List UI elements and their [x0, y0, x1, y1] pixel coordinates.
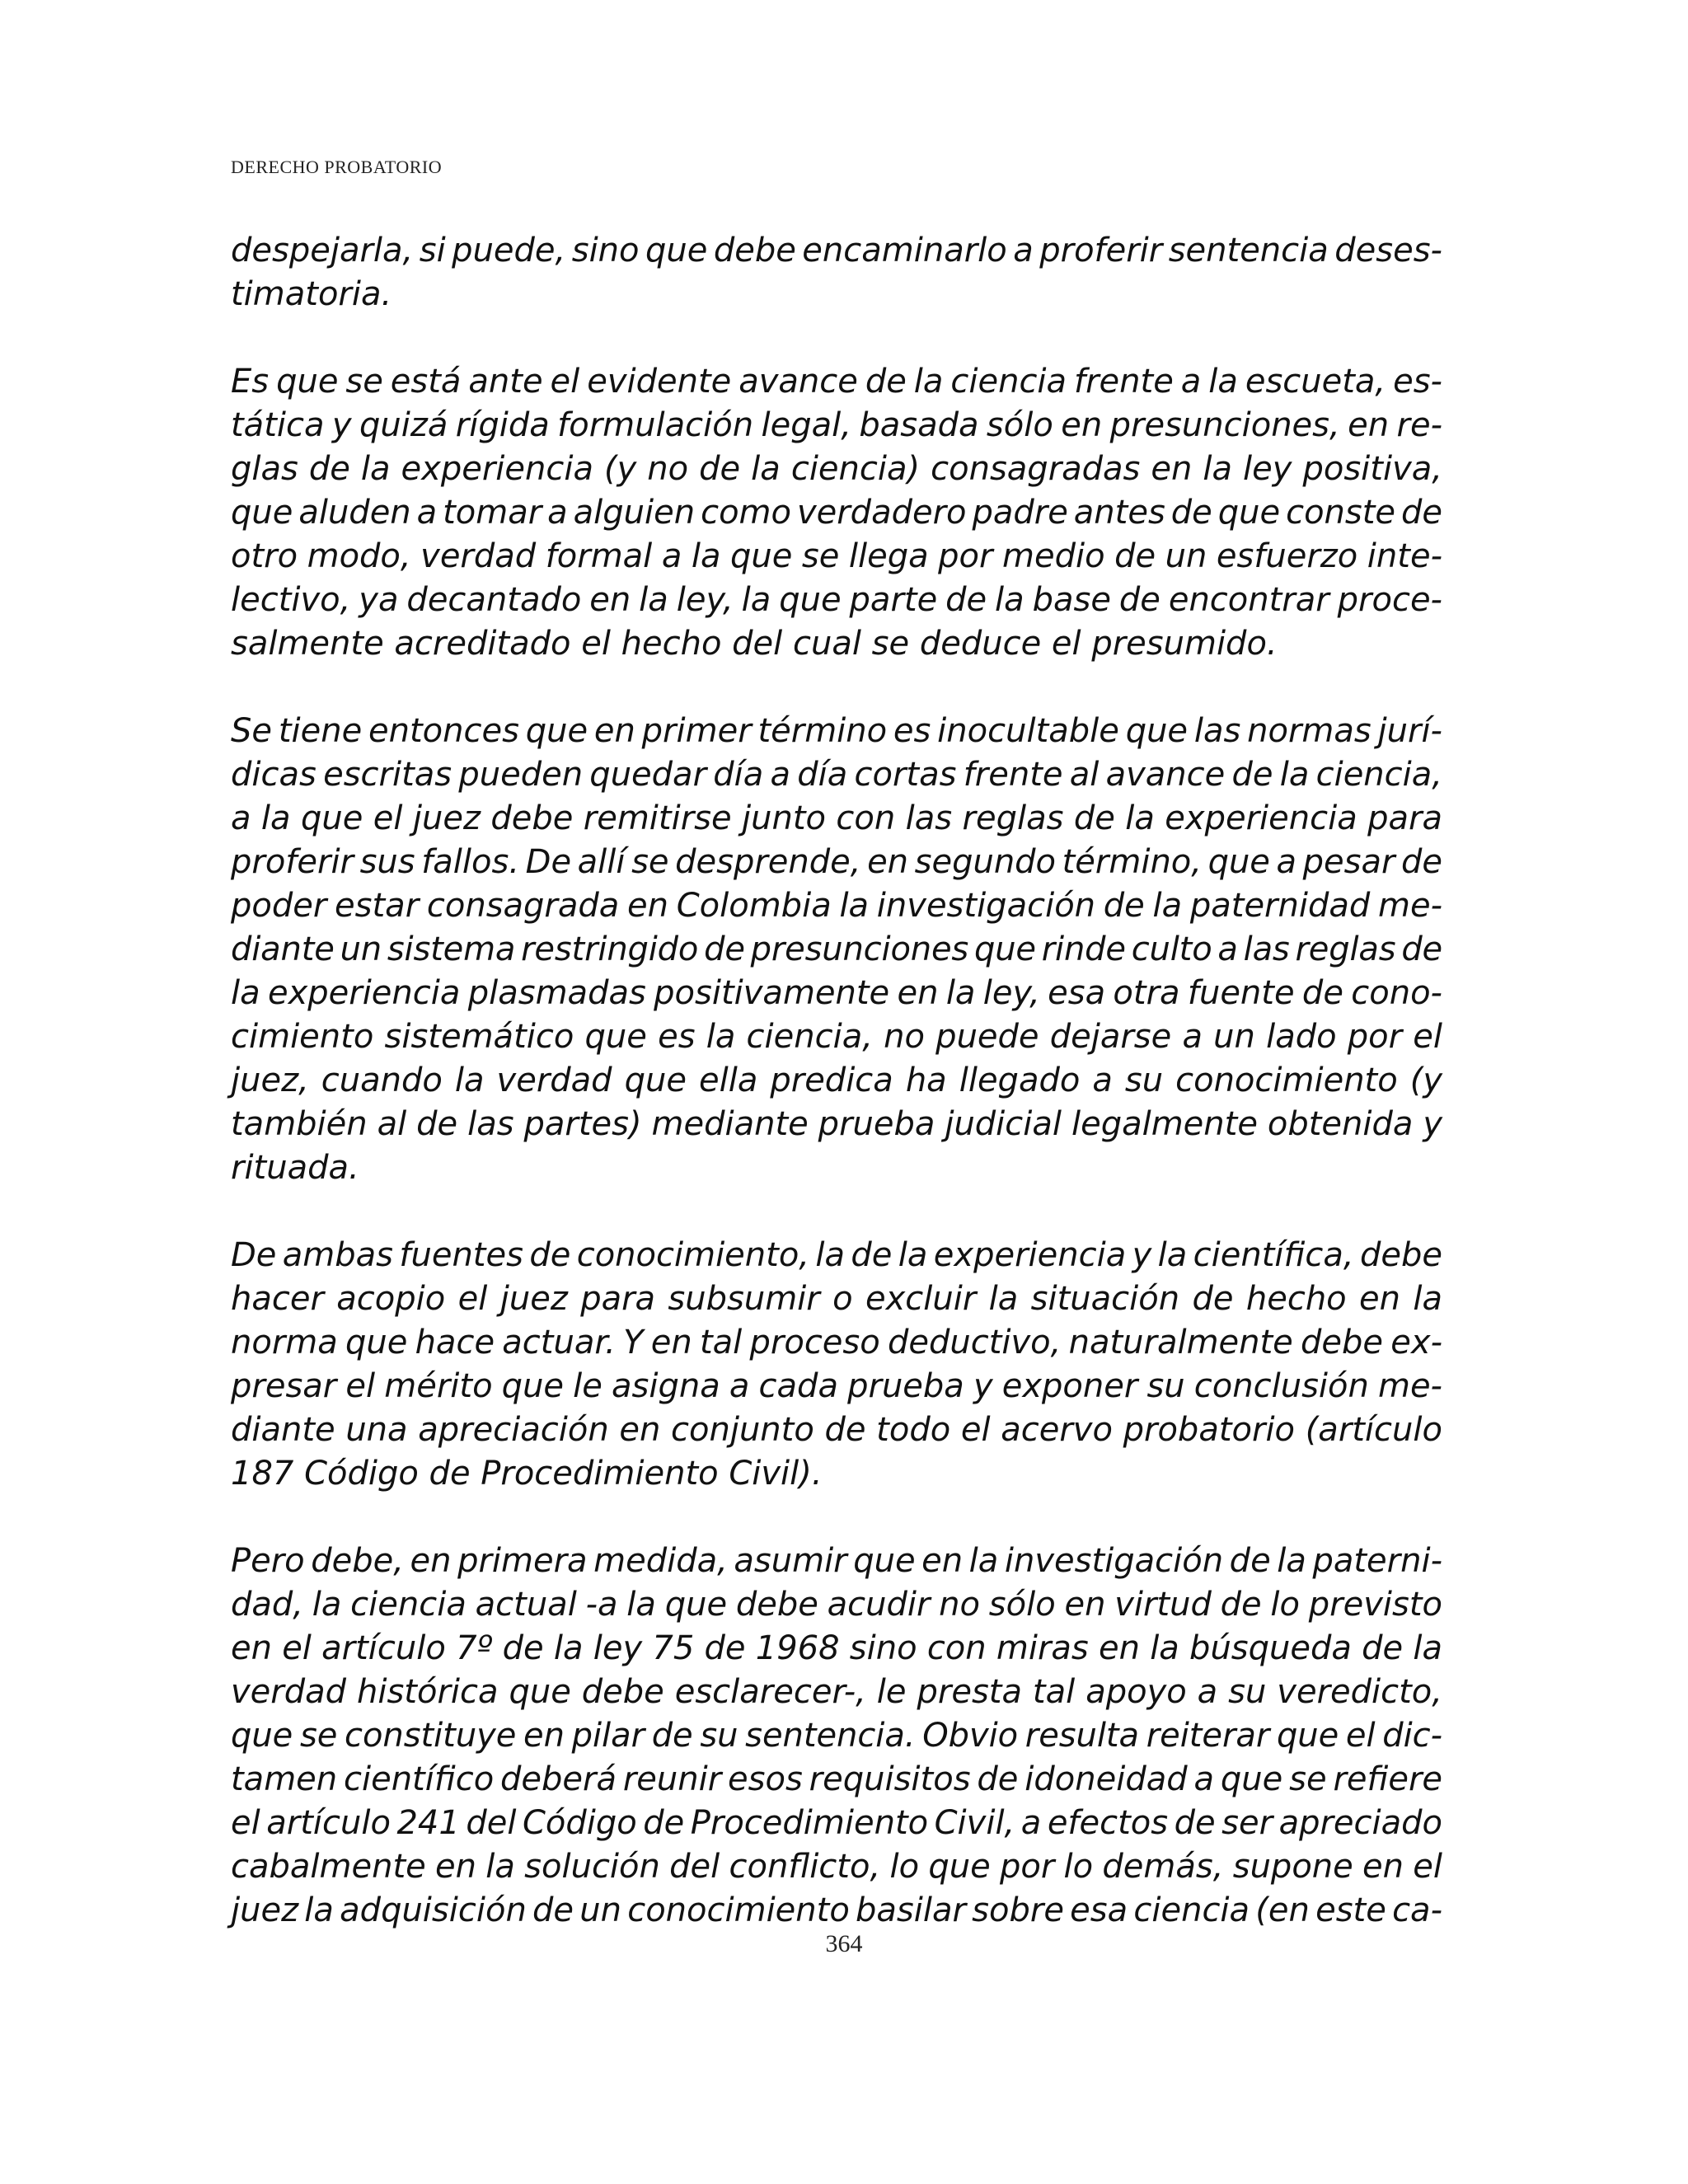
text-line: timatoria. — [231, 275, 392, 313]
text-line: juez, cuando la verdad que ella predica ha llegado a su conocimiento (y — [231, 1062, 1442, 1099]
text-line: cabalmente en la solución del conflicto, lo que por lo demás, supone en el — [231, 1848, 1442, 1886]
text-line: que aluden a tomar a alguien como verdadero padre antes de que conste de — [231, 494, 1442, 532]
text-line: Se tiene entonces que en primer término es inocultable que las normas jurí- — [231, 712, 1442, 750]
text-line: que se constituye en pilar de su sentencia. Obvio resulta reiterar que el dic- — [231, 1717, 1442, 1755]
text-line: glas de la experiencia (y no de la ciencia) consagradas en la ley positiva, — [231, 450, 1442, 488]
text-line: 187 Código de Procedimiento Civil). — [231, 1455, 823, 1493]
text-line: rituada. — [231, 1149, 359, 1187]
paragraph-5 — [231, 1540, 1442, 1933]
text-line: la experiencia plasmadas positivamente en la ley, esa otra fuente de cono- — [231, 974, 1442, 1012]
text-line: norma que hace actuar. Y en tal proceso deductivo, naturalmente debe ex- — [231, 1324, 1442, 1361]
page-number: 364 — [825, 1930, 863, 1957]
text-line: dad, la ciencia actual -a la que debe acudir no sólo en virtud de lo previsto — [231, 1586, 1442, 1624]
text-line: en el artículo 7º de la ley 75 de 1968 sino con miras en la búsqueda de la — [231, 1629, 1442, 1667]
text-line: dicas escritas pueden quedar día a día cortas frente al avance de la ciencia, — [231, 756, 1442, 794]
paragraph-2 — [231, 360, 1442, 666]
text-line: Pero debe, en primera medida, asumir que en la investigación de la paterni- — [231, 1542, 1442, 1580]
text-line: verdad histórica que debe esclarecer-, le presta tal apoyo a su veredicto, — [231, 1673, 1442, 1711]
text-line: diante un sistema restringido de presunciones que rinde culto a las reglas de — [231, 930, 1442, 968]
text-line: juez la adquisición de un conocimiento basilar sobre esa ciencia (en este ca- — [231, 1891, 1442, 1929]
body-text — [231, 229, 1442, 1933]
text-line: despejarla, si puede, sino que debe encaminarlo a proferir sentencia deses- — [231, 232, 1442, 269]
text-line: tamen científico deberá reunir esos requisitos de idoneidad a que se refiere — [231, 1760, 1442, 1798]
text-line: cimiento sistemático que es la ciencia, no puede dejarse a un lado por el — [231, 1018, 1442, 1056]
paragraph-3 — [231, 710, 1442, 1190]
text-line: tática y quizá rígida formulación legal, basada sólo en presunciones, en re- — [231, 406, 1442, 444]
text-line: el artículo 241 del Código de Procedimiento Civil, a efectos de ser apreciado — [231, 1804, 1442, 1842]
text-line: otro modo, verdad formal a la que se llega por medio de un esfuerzo inte- — [231, 537, 1442, 575]
text-line: lectivo, ya decantado en la ley, la que parte de la base de encontrar proce- — [231, 581, 1442, 619]
text-line: Es que se está ante el evidente avance de la ciencia frente a la escueta, es- — [231, 363, 1442, 401]
text-line: diante una apreciación en conjunto de todo el acervo probatorio (artículo — [231, 1411, 1442, 1449]
text-line: poder estar consagrada en Colombia la investigación de la paternidad me- — [231, 887, 1442, 925]
text-line: a la que el juez debe remitirse junto con las reglas de la experiencia para — [231, 799, 1442, 837]
running-header: DERECHO PROBATORIO — [231, 157, 443, 177]
text-line: De ambas fuentes de conocimiento, la de la experiencia y la científica, debe — [231, 1236, 1442, 1274]
text-line: salmente acreditado el hecho del cual se deduce el presumido. — [231, 625, 1278, 663]
text-line: presar el mérito que le asigna a cada prueba y exponer su conclusión me- — [231, 1367, 1442, 1405]
text-line: hacer acopio el juez para subsumir o excluir la situación de hecho en la — [231, 1280, 1442, 1318]
text-line: proferir sus fallos. De allí se desprende, en segundo término, que a pesar de — [231, 843, 1442, 881]
text-line: también al de las partes) mediante prueba judicial legalmente obtenida y — [231, 1105, 1442, 1143]
paragraph-4 — [231, 1234, 1442, 1496]
paragraph-1 — [231, 229, 1442, 316]
